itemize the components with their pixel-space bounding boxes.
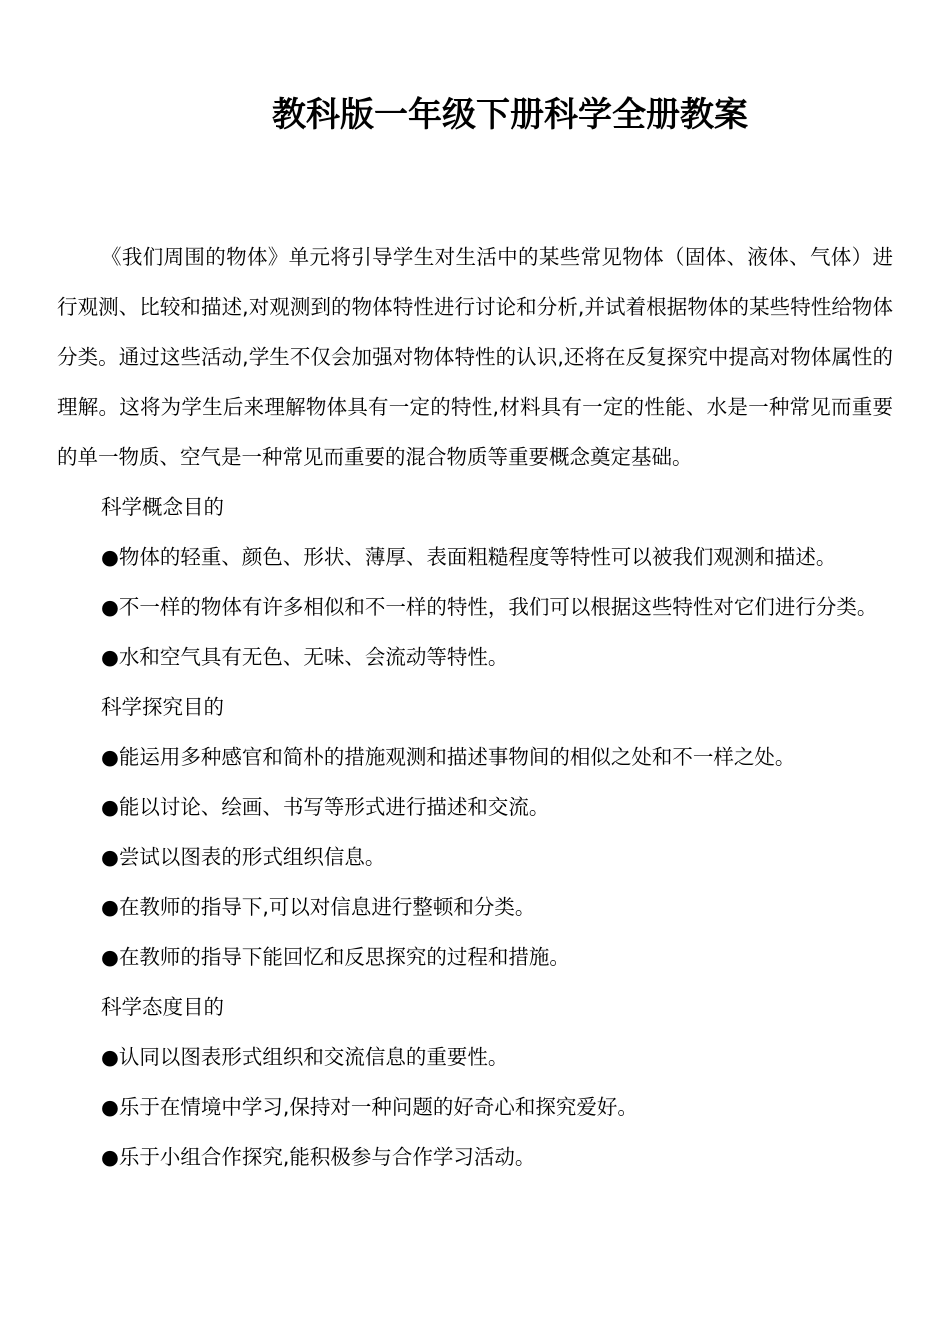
document-title: 教科版一年级下册科学全册教案 [272, 95, 748, 135]
bullet-item: ●物体的轻重、颜色、形状、薄厚、表面粗糙程度等特性可以被我们观测和描述。 [101, 545, 837, 569]
bullet-item: ●乐于在情境中学习,保持对一种问题的好奇心和探究爱好。 [101, 1095, 638, 1119]
section-heading-inquiry: 科学探究目的 [101, 695, 224, 719]
bullet-item: ●尝试以图表的形式组织信息。 [101, 845, 386, 869]
intro-paragraph: 《我们周围的物体》单元将引导学生对生活中的某些常见物体（固体、液体、气体）进行观测、比较和描述,对观测到的物体特性进行讨论和分析,并试着根据物体的某些特性给物体分类。通过这些活动,学生不仅会加强对物体特性的认识,还将在反复探究中提高对物体属性的理解。这将为学生后来理解物体具有一定的特性,材料具有一定的性能、水是一种常见而重要的单一物质、空气是一种常见而重要的混合物质等重要概念奠定基础。 [57, 245, 893, 469]
bullet-item: ●水和空气具有无色、无味、会流动等特性。 [101, 645, 509, 669]
bullet-item: ●在教师的指导下,可以对信息进行整顿和分类。 [101, 895, 536, 919]
bullet-item: ●在教师的指导下能回忆和反思探究的过程和措施。 [101, 945, 570, 969]
bullet-item: ●能以讨论、绘画、书写等形式进行描述和交流。 [101, 795, 550, 819]
bullet-item: ●不一样的物体有许多相似和不一样的特性，我们可以根据这些特性对它们进行分类。 [101, 595, 878, 619]
bullet-item: ●认同以图表形式组织和交流信息的重要性。 [101, 1045, 509, 1069]
bullet-item: ●能运用多种感官和简朴的措施观测和描述事物间的相似之处和不一样之处。 [101, 745, 796, 769]
section-heading-concept: 科学概念目的 [101, 495, 224, 519]
document-body [57, 232, 893, 1182]
bullet-item: ●乐于小组合作探究,能积极参与合作学习活动。 [101, 1145, 536, 1169]
section-heading-attitude: 科学态度目的 [101, 995, 224, 1019]
